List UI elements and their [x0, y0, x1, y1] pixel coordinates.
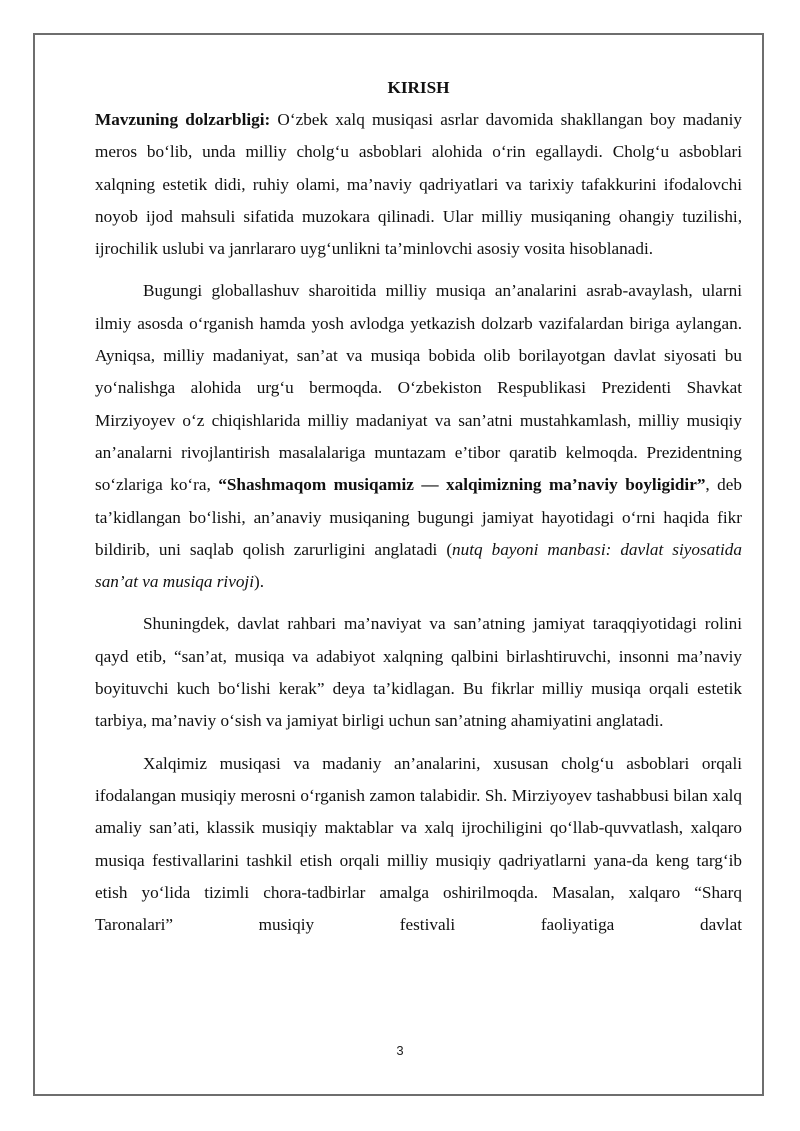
- paragraph-spirituality: [95, 608, 742, 737]
- paragraph-globalization: [95, 275, 742, 598]
- relevance-lead: Mavzuning dolzarbligi:: [95, 110, 271, 129]
- president-quote: “Shashmaqom musiqamiz — xalqimizning ma’naviy boyligidir”: [218, 475, 706, 495]
- globalization-text-middle: , deb ta’kidlangan bo‘lishi, an’anaviy musiqaning bugungi jamiyat hayotidagi o‘rni haqida fikr bildirib, uni saqlab qolish zarurligini anglatadi (: [95, 475, 743, 559]
- relevance-text: O‘zbek xalq musiqasi asrlar davomida shakllangan boy madaniy meros bo‘lib, unda milliy cholg‘u asboblari alohida o‘rin egallaydi. Cholg‘u asboblari xalqning estetik didi, ruhiy olami, ma’naviy qadriyatlari va tarixiy tafakkurini ifodalovchi noyob ijod mahsuli sifatida muzokara qilinadi. Ular milliy musiqaning ohangiy tuzilishi, ijrochilik uslubi va janrlararo uyg‘unlikni ta’minlovchi asosiy vosita hisoblanadi.: [95, 110, 742, 259]
- paragraph-relevance: [95, 104, 742, 265]
- globalization-text-end: ).: [253, 572, 265, 592]
- section-title: KIRISH: [387, 78, 450, 97]
- paragraph-heritage: [95, 748, 742, 942]
- heritage-text: Xalqimiz musiqasi va madaniy an’analarini, xususan cholg‘u asboblari orqali ifodalangan musiqiy merosni o‘rganish zamon talabidir. Sh. Mirziyoyev tashabbusi bilan xalq amaliy san’ati, klassik musiqiy maktablar va xalq ijrochiligini qo‘llab-quvvatlash, xalqaro musiqa festivallarini tashkil etish orqali milliy musiqiy qadriyatlarni yana-da keng targ‘ib etish yo‘lida tizimli chora-tadbirlar amalga oshirilmoqda. Masalan, xalqaro “Sharq Taronalari” musiqiy festivali faoliyatiga davlat: [95, 753, 742, 935]
- document-body: [95, 72, 742, 951]
- speech-source: nutq bayoni manbasi: davlat siyosatida san’at va musiqa rivoji: [95, 539, 742, 592]
- globalization-text: Bugungi globallashuv sharoitida milliy musiqa an’analarini asrab-avaylash, ularni ilmiy asosda o‘rganish hamda yosh avlodga yetkazish dolzarb vazifalardan biriga aylangan. Ayniqsa, milliy madaniyat, san’at va musiqa bobida olib borilayotgan davlat siyosati bu yo‘nalishga alohida urg‘u bermoqda. O‘zbekiston Respublikasi Prezidenti Shavkat Mirziyoyev o‘z chiqishlarida milliy madaniyat va san’atni mustahkamlash, milliy musiqiy an’analarni rivojlantirish masalalariga muntazam e’tibor qaratib kelmoqda. Prezidentning so‘zlariga ko‘ra,: [95, 281, 742, 495]
- spirituality-text: Shuningdek, davlat rahbari ma’naviyat va san’atning jamiyat taraqqiyotidagi rolini qayd etib, “san’at, musiqa va adabiyot xalqning qalbini birlashtiruvchi, insonni ma’naviy boyituvchi kuch bo‘lishi kerak” deya ta’kidlagan. Bu fikrlar milliy musiqa orqali estetik tarbiya, ma’naviy o‘sish va jamiyat birligi uchun san’atning ahamiyatini anglatadi.: [95, 614, 742, 731]
- page-number: 3: [396, 1043, 404, 1058]
